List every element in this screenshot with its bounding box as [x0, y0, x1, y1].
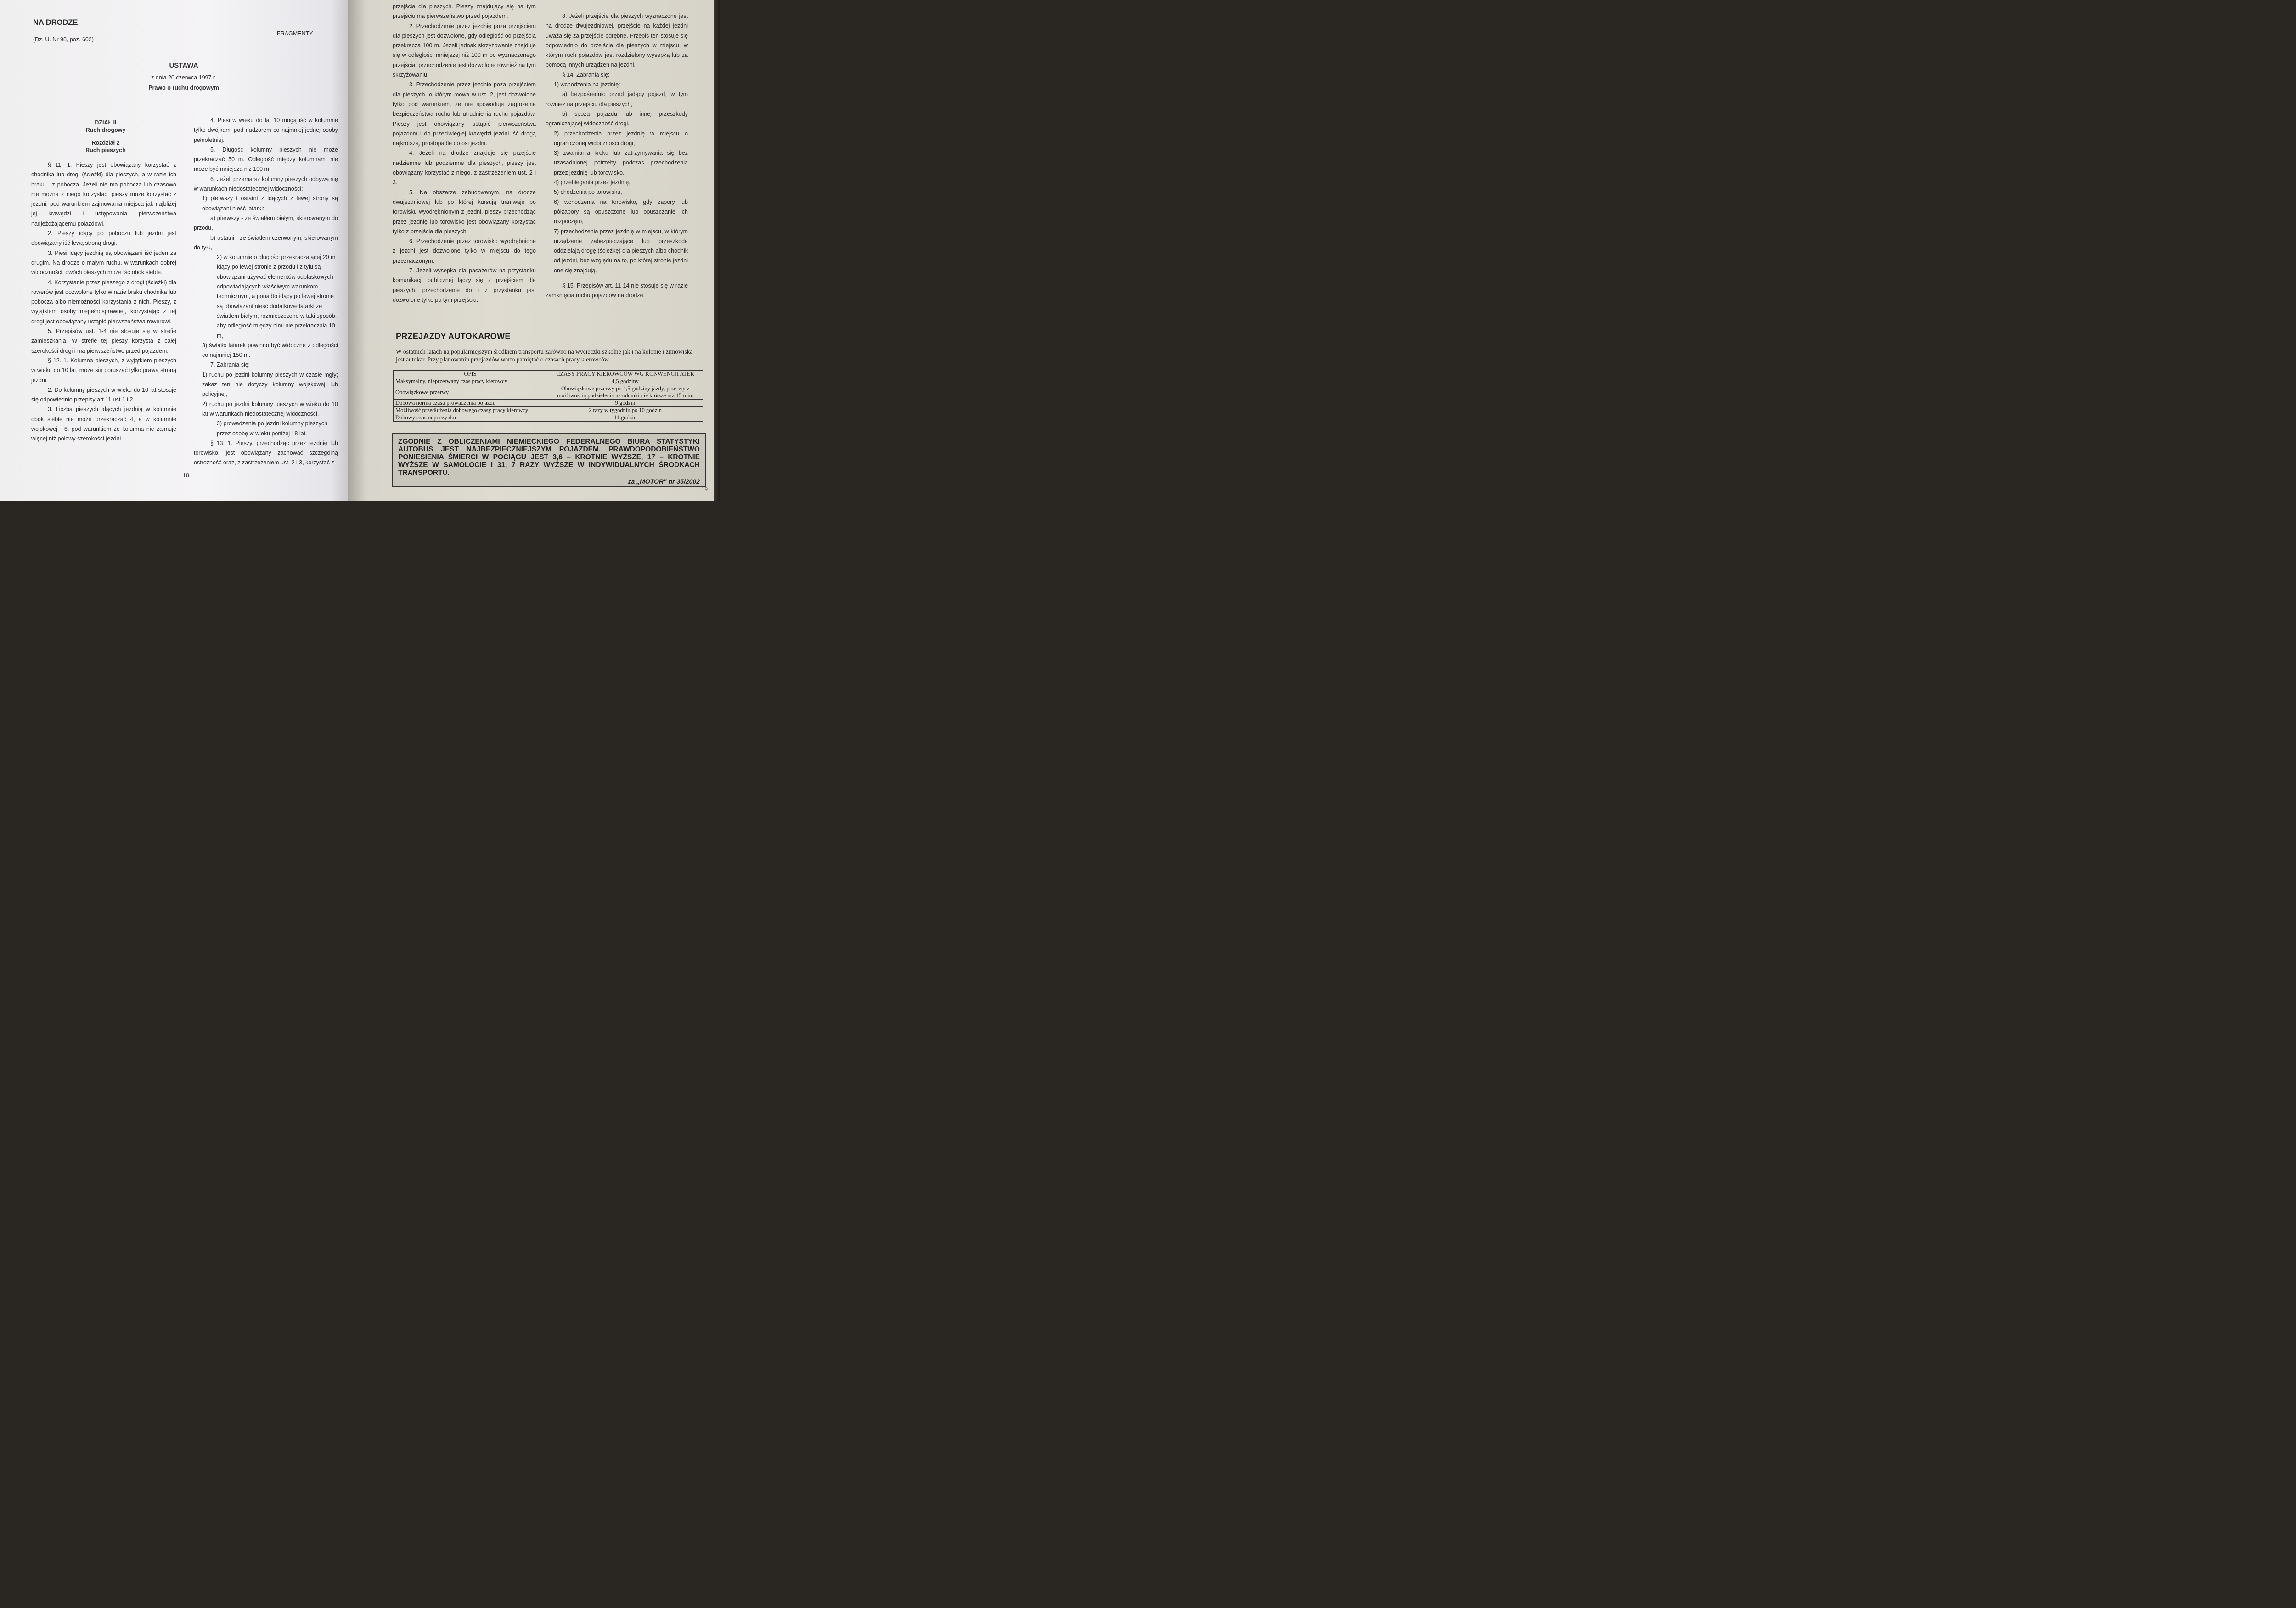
division-title: DZIAŁ II — [95, 119, 117, 126]
paragraph: 2) przechodzenia przez jezdnię w miejscu o ograniczonej widoczności drogi, — [554, 130, 688, 147]
paragraph: § 15. Przepisów art. 11-14 nie stosuje się w razie zamknięcia ruchu pojazdów na drodze. — [546, 282, 688, 299]
paragraph: 4. Jeżeli na drodze znajduje się przejście nadziemne lub podziemne dla pieszych, pieszy jest obowiązany korzystać z niego, z zastrzeżeniem ust. 2 i 3. — [393, 150, 536, 186]
law-title: USTAWA — [169, 62, 198, 69]
statistics-source: za „MOTOR" nr 35/2002 — [628, 478, 700, 485]
paragraph: 7. Zabrania się: — [210, 361, 250, 368]
bus-section-title: PRZEJAZDY AUTOKAROWE — [396, 332, 511, 341]
paragraph: § 14. Zabrania się: — [562, 71, 610, 78]
paragraph: b) ostatni - ze światłem czerwonym, skierowanym do tyłu, — [194, 234, 338, 251]
left-column-1 — [31, 160, 176, 444]
paragraph: 5. Na obszarze zabudowanym, na drodze dwujezdniowej lub po której kursują tramwaje po torowisku wyodrębnionym z jezdni, pieszy przechodząc przez jezdnię lub torowisko jest obowiązany korzystać tylko z przejścia dla pieszych. — [393, 189, 536, 235]
table-cell: Maksymalny, nieprzerwany czas pracy kierowcy — [394, 378, 547, 385]
paragraph: 4. Piesi w wieku do lat 10 mogą iść w kolumnie tylko dwójkami pod nadzorem co najmniej jednej osoby pełnoletniej. — [194, 117, 338, 143]
paragraph: 2) w kolumnie o długości przekraczającej 20 m idący po lewej stronie z przodu i z tyłu są obowiązani używać elementów odblaskowych odpowiadających właściwym warunkom technicznym, a ponadto idący po lewej stronie są obowiązani nieść dodatkowe latarki ze światłem białym, rozmieszczone w taki sposób, aby odległość między nimi nie przekraczała 10 m, — [217, 254, 337, 339]
paragraph: a) bezpośrednio przed jadący pojazd, w tym również na przejściu dla pieszych, — [546, 91, 688, 107]
page-number-right: 19 — [702, 485, 708, 492]
table-cell: Możliwość przedłużenia dobowego czasy pracy kierowcy — [394, 407, 547, 414]
bus-section-intro: W ostatnich latach najpopularniejszym środkiem transportu zarówno na wycieczki szkolne jak i na kolonie i zimowiska jest autokar. Przy planowaniu przejazdów warto pamiętać o czasach pracy kierowców. — [396, 348, 693, 363]
law-date: z dnia 20 czerwca 1997 r. — [151, 74, 216, 81]
paragraph: 4. Korzystanie przez pieszego z drogi (ścieżki) dla rowerów jest dozwolone tylko w razie braku chodnika lub pobocza albo niemożności korzystania z nich. Pieszy, z wyjątkiem osoby niepełnosprawnej, korzystając z tej drogi jest obowiązany ustąpić pierwszeństwa rowerowi. — [31, 279, 176, 325]
table-row — [394, 407, 703, 414]
paragraph: 3) prowadzenia po jezdni kolumny pieszych przez osobę w wieku poniżej 18 lat. — [217, 420, 328, 437]
paragraph: 2. Pieszy idący po poboczu lub jezdni jest obowiązany iść lewą stroną drogi. — [31, 230, 176, 247]
table-row — [394, 414, 703, 422]
paragraph: 6) wchodzenia na torowisko, gdy zapory lub półzapory są opuszczone lub opuszczanie ich rozpoczęto, — [554, 198, 688, 225]
paragraph: 7. Jeżeli wysepka dla pasażerów na przystanku komunikacji publicznej łączy się z przejściem dla pieszych, przechodzenie do i z przystanku jest dozwolone tylko po tym przejściu. — [393, 267, 536, 303]
table-row — [394, 385, 703, 400]
table-cell: 2 razy w tygodniu po 10 godzin — [547, 407, 703, 414]
right-page — [348, 0, 714, 501]
table-row — [394, 400, 703, 407]
table-header-cell: CZASY PRACY KIEROWCÓW WG KONWENCJI ATER — [547, 371, 703, 378]
paragraph: 3. Liczba pieszych idących jezdnią w kolumnie obok siebie nie może przekraczać 4, a w kolumnie wojskowej - 6, pod warunkiem że kolumna nie zajmuje więcej niż połowy szerokości jezdni. — [31, 406, 176, 442]
table-cell: 11 godzin — [547, 414, 703, 422]
paragraph: 6. Jeżeli przemarsz kolumny pieszych odbywa się w warunkach niedostatecznej widoczności: — [194, 175, 338, 192]
chapter-name: Ruch pieszych — [85, 147, 126, 153]
law-name: Prawo o ruchu drogowym — [148, 85, 219, 91]
paragraph: 2) ruchu po jezdni kolumny pieszych w wieku do 10 lat w warunkach niedostatecznej widoczności, — [202, 401, 338, 417]
paragraph: 7) przechodzenia przez jezdnię w miejscu, w którym urządzenie zabezpieczające lub przeszkoda oddzielają drogę (ścieżkę) dla pieszych albo chodnik od jezdni, bez względu na to, po której stronie jezdni one się znajdują. — [554, 228, 688, 274]
section-title: NA DRODZE — [33, 18, 78, 27]
table-cell: Obowiązkowe przerwy po 4,5 godziny jazdy, przerwy z możliwością podzielenia na odcinki nie krótsze niż 15 min. — [547, 385, 703, 400]
table-header-cell: OPIS — [394, 371, 547, 378]
paragraph: 5) chodzenia po torowisku, — [554, 189, 622, 196]
statistics-box — [392, 433, 706, 487]
fragments-label: FRAGMENTY — [277, 30, 313, 37]
left-column-2 — [194, 116, 338, 468]
paragraph: b) spoza pojazdu lub innej przeszkody ograniczającej widoczność drogi, — [546, 110, 688, 127]
table-header-row — [394, 371, 703, 378]
paragraph: 2. Przechodzenie przez jezdnię poza przejściem dla pieszych jest dozwolone, gdy odległość od przejścia przekracza 100 m. Jeżeli jednak skrzyżowanie znajduje się w odległości mniejszej niż 100 m od wyznaczonego przejścia, przechodzenie jest dozwolone również na tym skrzyżowaniu. — [393, 23, 536, 79]
law-header — [115, 61, 253, 92]
paragraph: § 13. 1. Pieszy, przechodząc przez jezdnię lub torowisko, jest obowiązany zachować szczególną ostrożność oraz, z zastrzeżeniem ust. 2 i 3, korzystać z — [194, 440, 338, 466]
paragraph: 3. Przechodzenie przez jezdnię poza przejściem dla pieszych, o którym mowa w ust. 2, jest dozwolone tylko pod warunkiem, że nie spowoduje zagrożenia bezpieczeństwa ruchu lub utrudnienia ruchu pojazdów. Pieszy jest obowiązany ustąpić pierwszeństwa pojazdom i do przeciwległej krawędzi jezdni iść drogą najkrótszą, prostopadle do osi jezdni. — [393, 81, 536, 147]
paragraph: 6. Przechodzenie przez torowisko wyodrębnione z jezdni jest dozwolone tylko w miejscu do tego przeznaczonym. — [393, 238, 536, 264]
paragraph: 3) światło latarek powinno być widoczne z odległości co najmniej 150 m. — [202, 342, 338, 359]
paragraph: 1) pierwszy i ostatni z idących z lewej strony są obowiązani nieść latarki: — [202, 195, 338, 212]
paragraph: 4) przebiegania przez jezdnię, — [554, 179, 630, 186]
paragraph: § 11. 1. Pieszy jest obowiązany korzystać z chodnika lub drogi (ścieżki) dla pieszych, a w razie ich braku - z pobocza. Jeżeli nie ma pobocza lub czasowo nie można z niego korzystać, pieszy może korzystać z jezdni, pod warunkiem zajmowania miejsca jak najbliżej jej krawędzi i ustępowania pierwszeństwa nadjeżdżającemu pojazdowi. — [31, 162, 176, 227]
division-name: Ruch drogowy — [85, 127, 126, 133]
table-cell: 4,5 godziny — [547, 378, 703, 385]
paragraph: 1) wchodzenia na jezdnię: — [554, 81, 620, 88]
statistics-text: ZGODNIE Z OBLICZENIAMI NIEMIECKIEGO FEDERALNEGO BIURA STATYSTYKI AUTOBUS JEST NAJBEZPIECZNIEJSZYM POJAZDEM. PRAWDOPODOBIEŃSTWO PONIESIENIA ŚMIERCI W POCIĄGU JEST 3,6 – KROTNIE WYŻSZE, 17 – KROTNIE WYŻSZE W SAMOLOCIE I 31, 7 RAZY WYŻSZE W INDYWIDUALNYCH ŚRODKACH TRANSPORTU. — [398, 438, 700, 477]
driver-hours-table — [393, 370, 703, 422]
table-cell: Dobowa norma czasu prowadzenia pojazdu — [394, 400, 547, 407]
page-number-left: 18 — [183, 472, 189, 479]
source-reference: (Dz. U. Nr 98, poz. 602) — [33, 36, 94, 43]
right-column-1 — [393, 2, 536, 305]
paragraph: 3. Piesi idący jezdnią są obowiązani iść jeden za drugim. Na drodze o małym ruchu, w warunkach dobrej widoczności, dwóch pieszych może iść obok siebie. — [31, 249, 176, 276]
chapter-title: Rozdział 2 — [91, 140, 120, 146]
paragraph: a) pierwszy - ze światłem białym, skierowanym do przodu, — [194, 214, 338, 231]
table-cell: Obowiązkowe przerwy — [394, 385, 547, 400]
right-column-2 — [546, 11, 688, 301]
paragraph: 2. Do kolumny pieszych w wieku do 10 lat stosuje się odpowiednio przepisy art.11 ust.1 i 2. — [31, 386, 176, 403]
book-edge — [714, 0, 720, 501]
paragraph: § 12. 1. Kolumna pieszych, z wyjątkiem pieszych w wieku do 10 lat, może się poruszać tylko prawą stroną jezdni. — [31, 357, 176, 384]
division-heading — [60, 119, 152, 154]
paragraph: 5. Przepisów ust. 1-4 nie stosuje się w strefie zamieszkania. W strefie tej pieszy korzysta z całej szerokości drogi i ma pierwszeństwo przed pojazdem. — [31, 328, 176, 354]
paragraph: 1) ruchu po jezdni kolumny pieszych w czasie mgły; zakaz ten nie dotyczy kolumny wojskowej lub policyjnej, — [202, 371, 338, 398]
table-cell: 9 godzin — [547, 400, 703, 407]
paragraph: przejścia dla pieszych. Pieszy znajdujący się na tym przejściu ma pierwszeństwo przed pojazdem. — [393, 3, 536, 20]
paragraph: 8. Jeżeli przejście dla pieszych wyznaczone jest na drodze dwujezdniowej, przejście na każdej jezdni uważa się za przejście odrębne. Przepis ten stosuje się odpowiednio do przejścia dla pieszych w miejscu, w którym ruch pojazdów jest rozdzielony wysepką lub za pomocą innych urządzeń na jezdni. — [546, 13, 688, 68]
left-page — [0, 0, 348, 501]
table-row — [394, 378, 703, 385]
paragraph: 5. Długość kolumny pieszych nie może przekraczać 50 m. Odległość między kolumnami nie może być mniejsza niż 100 m. — [194, 146, 338, 173]
table-cell: Dobowy czas odpoczynku — [394, 414, 547, 422]
paragraph: 3) zwalniania kroku lub zatrzymywania się bez uzasadnionej potrzeby podczas przechodzenia przez jezdnię lub torowisko, — [554, 150, 688, 176]
